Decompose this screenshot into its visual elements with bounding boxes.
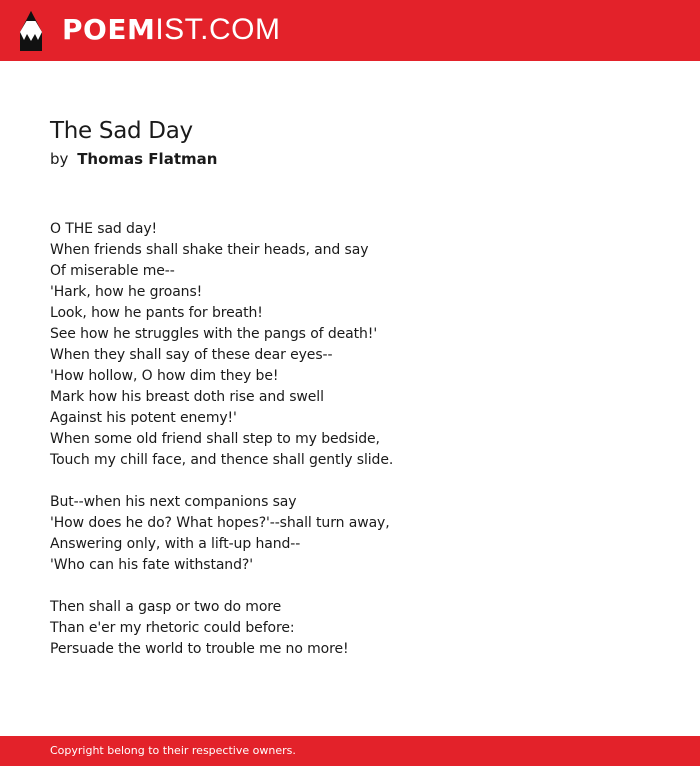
poem-line: But--when his next companions say xyxy=(50,494,297,510)
poem-title: The Sad Day xyxy=(50,118,193,144)
poem-stanza-1 xyxy=(50,219,650,471)
site-footer xyxy=(0,736,700,766)
site-logo[interactable] xyxy=(62,12,281,48)
poem-line: When friends shall shake their heads, and say xyxy=(50,242,369,258)
poem-stanza-3 xyxy=(50,597,650,660)
poem-line: Answering only, with a lift-up hand-- xyxy=(50,536,301,552)
poem-byline xyxy=(50,149,217,169)
poem-line: When some old friend shall step to my bedside, xyxy=(50,431,380,447)
poem-body xyxy=(50,219,650,681)
poem-line: Touch my chill face, and thence shall gently slide. xyxy=(50,452,394,468)
poem-line: 'How does he do? What hopes?'--shall turn away, xyxy=(50,515,390,531)
logo-brand-bold: POEM xyxy=(62,13,156,46)
poem-line: See how he struggles with the pangs of death!' xyxy=(50,326,378,342)
poem-line: 'Hark, how he groans! xyxy=(50,284,203,300)
copyright-notice: Copyright belong to their respective owners. xyxy=(50,744,296,757)
poem-line: When they shall say of these dear eyes-- xyxy=(50,347,333,363)
by-label: by xyxy=(50,150,69,168)
logo-brand-light: IST.COM xyxy=(155,13,281,46)
poem-line: 'How hollow, O how dim they be! xyxy=(50,368,279,384)
poem-line: Against his potent enemy!' xyxy=(50,410,237,426)
site-header xyxy=(0,0,700,61)
poem-line: Then shall a gasp or two do more xyxy=(50,599,282,615)
poem-line: Persuade the world to trouble me no more! xyxy=(50,641,349,657)
pencil-tip-icon[interactable] xyxy=(18,10,44,52)
poem-line: O THE sad day! xyxy=(50,221,158,237)
poem-line: 'Who can his fate withstand?' xyxy=(50,557,253,573)
poem-line: Mark how his breast doth rise and swell xyxy=(50,389,324,405)
poem-line: Of miserable me-- xyxy=(50,263,175,279)
poem-stanza-2 xyxy=(50,492,650,576)
poem-author[interactable]: Thomas Flatman xyxy=(77,150,218,168)
poem-line: Than e'er my rhetoric could before: xyxy=(50,620,295,636)
poem-line: Look, how he pants for breath! xyxy=(50,305,263,321)
